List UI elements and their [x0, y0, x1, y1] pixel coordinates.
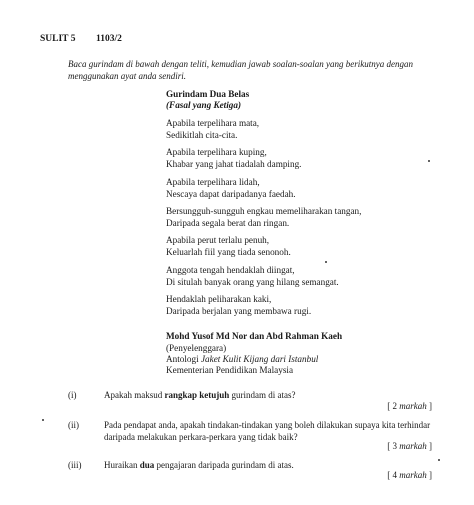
- poem-title: Gurindam Dua Belas: [166, 89, 250, 99]
- stanza-line: Apabila terpelihara lidah,: [166, 177, 260, 187]
- question-ii-number: (ii): [68, 420, 79, 430]
- stanza-3: [166, 176, 296, 200]
- stanza-line: Apabila terpelihara kuping,: [166, 147, 267, 157]
- source-publisher: Kementerian Pendidikan Malaysia: [166, 365, 294, 375]
- source-role: (Penyelenggara): [166, 343, 227, 353]
- stanza-line: Nescaya dapat daripadanya faedah.: [166, 189, 296, 199]
- stanza-line: Daripada segala berat dan ringan.: [166, 218, 290, 228]
- header-sulit: SULIT 5: [40, 34, 76, 44]
- question-i-marks: [ 2 markah ]: [387, 401, 432, 411]
- question-i-text: Apakah maksud rangkap ketujuh gurindam di atas?: [104, 390, 296, 400]
- scan-speck: [325, 261, 327, 263]
- stanza-5: [166, 234, 291, 258]
- stanza-line: Hendaklah peliharakan kaki,: [166, 294, 272, 304]
- stanza-line: Bersungguh-sungguh engkau memeliharakan tangan,: [166, 206, 362, 216]
- stanza-line: Di situlah banyak orang yang hilang semangat.: [166, 277, 339, 287]
- poem-subtitle: (Fasal yang Ketiga): [166, 100, 242, 110]
- scan-speck: [42, 419, 44, 421]
- instruction-text: Baca gurindam di bawah dengan teliti, kemudian jawab soalan-soalan yang berikutnya dengan menggunakan ayat anda sendiri.: [68, 59, 413, 81]
- question-ii-marks: [ 3 markah ]: [387, 441, 432, 451]
- anthology-title: Jaket Kulit Kijang dari Istanbul: [200, 354, 319, 364]
- stanza-line: Apabila terpelihara mata,: [166, 118, 260, 128]
- question-ii-text: Pada pendapat anda, apakah tindakan-tindakan yang boleh dilakukan supaya kita terhindar daripada melakukan perkara-perkara yang tidak baik?: [104, 420, 431, 442]
- stanza-line: Anggota tengah hendaklah diingat,: [166, 265, 295, 275]
- header-paper-code: 1103/2: [96, 34, 122, 44]
- question-iii-marks: [ 4 markah ]: [387, 470, 432, 480]
- stanza-4: [166, 205, 361, 229]
- source-anthology: Antologi Jaket Kulit Kijang dari Istanbul: [166, 354, 319, 364]
- stanza-line: Sedikitlah cita-cita.: [166, 130, 238, 140]
- question-iii-text: Huraikan dua pengajaran daripada gurindam di atas.: [104, 460, 294, 470]
- source-authors: Mohd Yusof Md Nor dan Abd Rahman Kaeh: [166, 331, 343, 341]
- stanza-line: Apabila perut terlalu penuh,: [166, 235, 270, 245]
- question-i-number: (i): [68, 390, 77, 400]
- stanza-line: Keluarlah fiil yang tiada senonoh.: [166, 247, 291, 257]
- scan-speck: [428, 160, 430, 162]
- stanza-line: Khabar yang jahat tiadalah damping.: [166, 159, 302, 169]
- stanza-1: [166, 117, 259, 141]
- stanza-7: [166, 293, 311, 317]
- question-iii-number: (iii): [68, 460, 82, 470]
- stanza-line: Daripada berjalan yang membawa rugi.: [166, 306, 312, 316]
- stanza-6: [166, 264, 339, 288]
- stanza-2: [166, 146, 301, 170]
- scan-speck: [438, 459, 440, 461]
